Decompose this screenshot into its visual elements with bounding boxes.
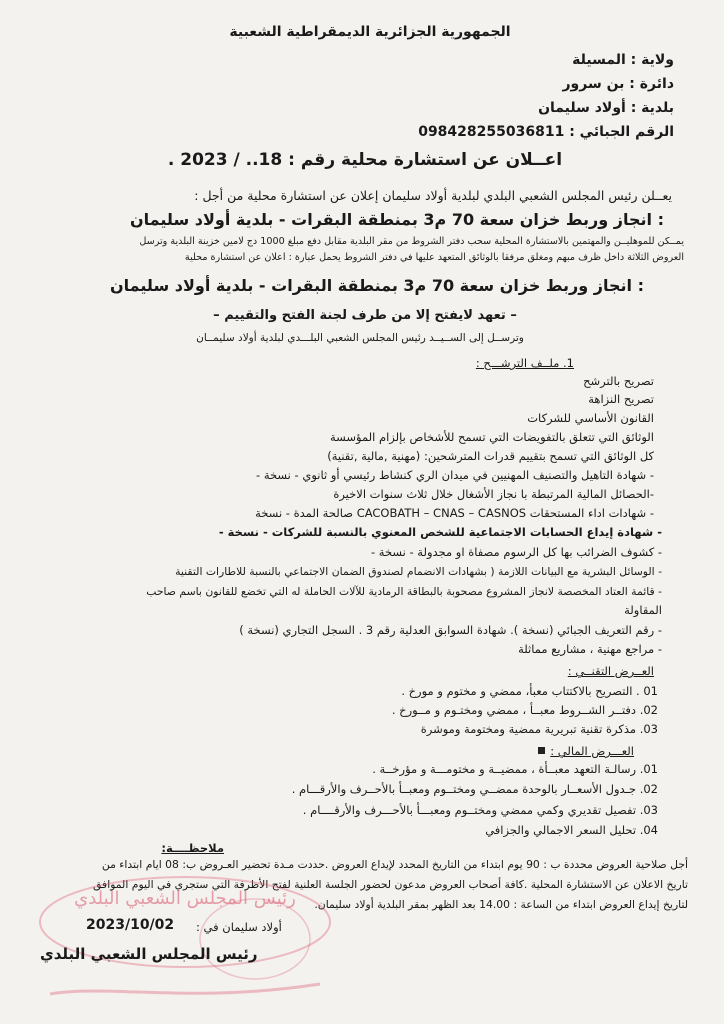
intro-text: يعــلن رئيس المجلس الشعبي البلدي لبلدية أولاد سليمان إعلان عن استشارة محلية من أجل : [194,188,672,203]
candidacy-item: القانون الأساسي للشركات [527,411,654,425]
candidacy-item: - شهادات اداء المستحقات CACOBATH – CNAS – CASNOS صالحة المدة - نسخة [255,506,654,520]
candidacy-item: المقاولة [624,603,662,617]
signature-date: 2023/10/02 [86,917,175,933]
candidacy-title: 1. ملــف الترشـــح : [475,356,574,370]
project-title-1: : انجاز وربط خزان سعة 70 م3 بمنطقة البقرات - بلدية أولاد سليمان [129,210,664,229]
tax-id-line: الرقم الجبائي : 09842825503681‌1 [418,124,674,140]
technical-title: العــرض التقنــي : [567,664,654,678]
footer-line: لتاريخ إيداع العروض ابتداء من الساعة : 14.00 بعد الظهر بمقر البلدية أولاد سليمان. [314,898,688,911]
candidacy-item: الوثائق التي تتعلق بالتفويضات التي تسمح للأشخاص بإلزام المؤسسة [329,430,654,444]
candidacy-item: -الحصائل المالية المرتبطة با نجاز الأشغال خلال ثلاث سنوات الاخيرة [333,487,654,501]
candidacy-item: - مراجع مهنية ، مشاريع مماثلة [518,642,662,656]
footer-line: أجل صلاحية العروض محددة ب : 90 يوم ابتداء من التاريخ المحدد لإيداع العروض .حددت مـدة تحضير العـروض ب: 08 ايام ابتداء من [101,858,688,871]
candidacy-item: كل الوثائق التي تسمح بتقييم قدرات المترشحين: (مهنية ,مالية ,تقنية) [327,449,654,463]
candidacy-item: - شهادة إيداع الحسابات الاجتماعية للشخص المعنوي بالنسبة للشركات - نسخة - [218,525,662,539]
republic-heading: الجمهورية الجزائرية الديمقراطية الشعبية [229,24,511,40]
send-to-line: وترســل إلى الســيــد رئيس المجلس الشعبي البلـــدي لبلدية أولاد سليمــان [196,332,524,344]
commune-line: بلدية : أولاد سليمان [538,100,674,116]
technical-item: 01 . التصريح بالاكتتاب معبأ، ممضي و مختوم و مورخ . [401,684,658,698]
financial-item: 04. تحليل السعر الاجمالي والجزافي [485,823,658,837]
candidacy-item: - الوسائل البشرية مع البيانات اللازمة ( بشهادات الانضمام لصندوق الضمان الاجتماعي بالنسبة للاطارات التقنية [175,565,662,578]
wilaya-line: ولاية : المسيلة [572,52,674,68]
financial-title: العـــرض المالي : [550,744,634,758]
announcement-title: اعــلان عن استشارة محلية رقم : 18.. / 2023 . [167,150,563,170]
signature-role: رئيس المجلس الشعبي البلدي [40,945,258,963]
footer-line: تاريخ الاعلان عن الاستشارة المحلية .كافة أصحاب العروض مدعون لحضور الجلسة العلنية لفتح الأظرفة التي ستجري في اليوم الموافق [93,878,688,891]
technical-item: 03. مذكرة تقنية تبريرية ممضية ومختومة وموشرة [420,722,658,736]
financial-item: 01. رسالـة التعهد معبــأة ، ممضيــة و مختومـــة و مؤرخــة . [372,762,658,776]
technical-item: 02. دفتــر الشــروط معبــأ ، ممضي ومختـوم و مــورخ . [391,703,658,717]
candidacy-item: تصريح بالترشح [583,374,654,388]
daira-line: دائرة : بن سرور [562,76,674,92]
municipal-stamp-icon [20,864,350,1014]
financial-heading [530,740,634,759]
candidacy-item: - كشوف الضرائب بها كل الرسوم مصفاة او مجدولة - نسخة - [370,545,662,559]
notice-line-2: العروض الثلاثة داخل ظرف مبهم ومغلق مرفقا بالوثائق المتعهد عليها في دفتر الشروط يحمل عبارة : اعلان عن استشارة محلية [184,252,684,263]
square-bullet-icon [538,747,545,754]
notice-line-1: يمــكن للموهليــن والمهتمين بالاستشارة المحلية سحب دفتر الشروط من مقر البلدية مقابل دفع مبلغ 1000 دج لامين خزينة البلدية وترسل [139,236,684,247]
financial-item: 02. جـدول الأسعــار بالوحدة ممضــي ومختــوم ومعبــأ بالأحــرف والأرقـــام . [291,782,658,796]
candidacy-item: - قائمة العتاد المخصصة لانجاز المشروع مصحوبة بالبطاقة الرمادية للآلات الحاملة له التي تخضع للقانون باسم صاحب [146,585,662,598]
signature-place: أولاد سليمان في : [196,920,282,934]
project-title-2: : انجاز وربط خزان سعة 70 م3 بمنطقة البقرات - بلدية أولاد سليمان [109,276,644,295]
candidacy-item: - شهادة التاهيل والتصنيف المهنيين في ميدان الري كنشاط رئيسي أو ثانوي - نسخة - [256,468,654,482]
note-title: ملاحظــــة: [161,841,224,855]
candidacy-item: تصريح النزاهة [588,392,654,406]
financial-item: 03. تفصيل تقديري وكمي ممضي ومختــوم ومعبـــأ بالأحـــرف والأرقــــام . [302,803,658,817]
stamp-text: رئيس المجلس الشعبي البلدي [74,888,296,909]
candidacy-item: - رقم التعريف الجبائي (نسخة ). شهادة السوابق العدلية رقم 3 . السجل التجاري (نسخة ) [239,623,662,637]
pledge-line: – تعهد لايفتح إلا من طرف لجنة الفتح والتقييم – [213,308,517,323]
